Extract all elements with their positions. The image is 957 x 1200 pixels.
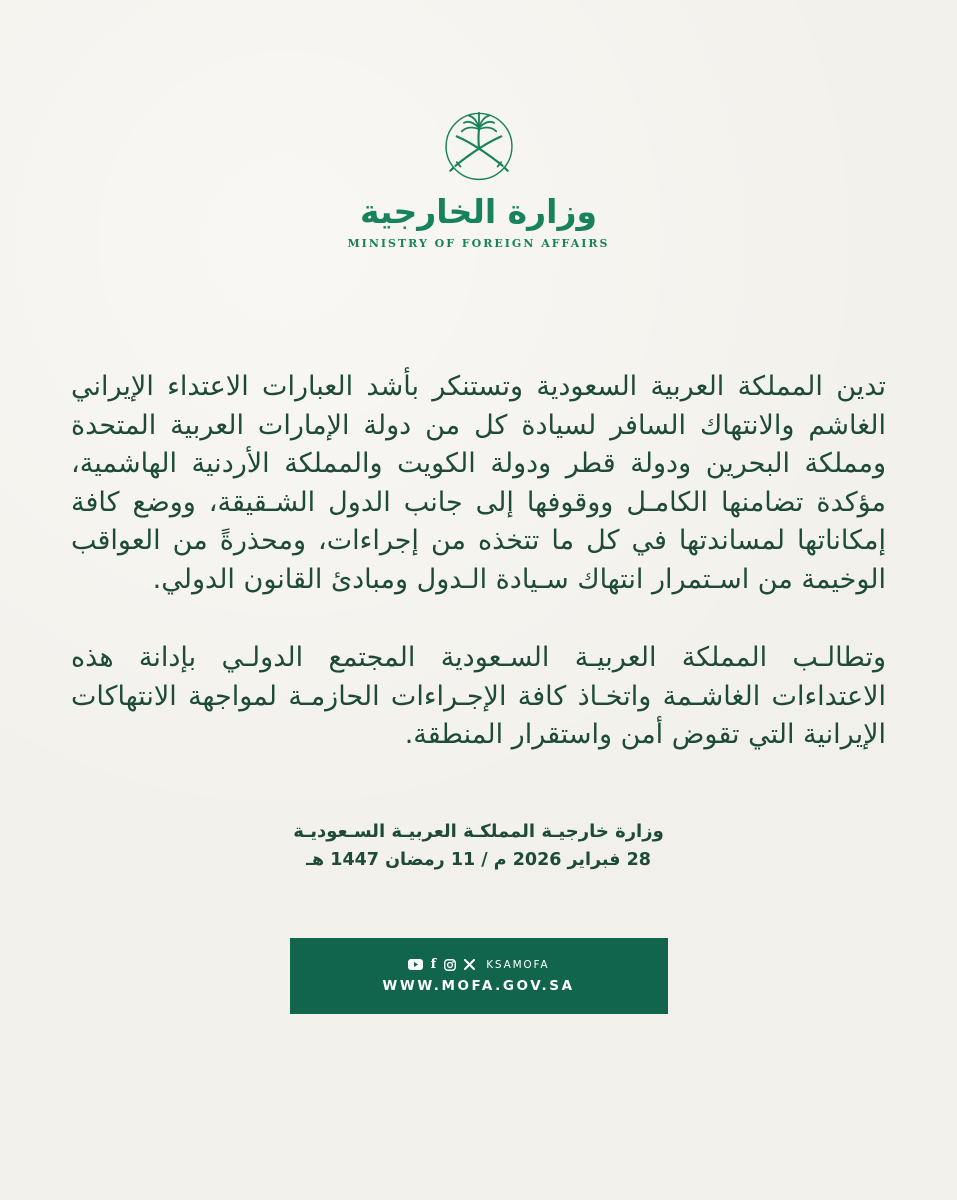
- date-line: 28 فبراير 2026 م / 11 رمضان 1447 هـ: [306, 849, 651, 870]
- x-icon: [464, 959, 475, 971]
- ministry-name-arabic: وزارة الخارجية: [360, 192, 597, 231]
- statement-paragraph-1: تدين المملكة العربية السعودية وتستنكر بأشد العبارات الاعتداء الإيراني الغاشم والانتهاك السافر لسيادة كل من دولة الإمارات العربية المتحدة ومملكة البحرين ودولة قطر ودولة الكويت والمملكة الأردنية الهاشمية، مؤكدة تضامنها الكامـل ووقوفها إلى جانب الدول الشـقيقة، ووضع كافة إمكاناتها لمساندتها في كل ما تتخذه من إجراءات، ومحذرةً من العواقب الوخيمة من اسـتمرار انتهاك سـيادة الـدول ومبادئ القانون الدولي.: [71, 371, 886, 595]
- footer-banner: [290, 938, 668, 1014]
- palm-and-crossed-swords-icon: [431, 102, 527, 188]
- facebook-icon: f: [430, 957, 437, 973]
- signature-block: [0, 819, 957, 873]
- instagram-icon: [444, 959, 456, 971]
- social-row: [408, 959, 550, 971]
- mofa-header: [0, 0, 957, 250]
- youtube-icon: [408, 959, 423, 971]
- signature-line: وزارة خارجيـة المملكـة العربيـة السـعوديـة: [293, 820, 664, 842]
- website-url: WWW.MOFA.GOV.SA: [382, 977, 575, 994]
- statement-body: [71, 368, 886, 755]
- statement-paragraph-2: وتطالـب المملكة العربيـة السـعودية المجتمع الدولـي بإدانة هذه الاعتداءات الغاشـمة واتخـاذ كافة الإجـراءات الحازمـة لمواجهة الانتهاكات الإيرانية التي تقوض أمن واستقرار المنطقة.: [71, 642, 886, 751]
- social-handle: KSAMOFA: [486, 958, 550, 971]
- ministry-name-english: MINISTRY OF FOREIGN AFFAIRS: [347, 237, 610, 251]
